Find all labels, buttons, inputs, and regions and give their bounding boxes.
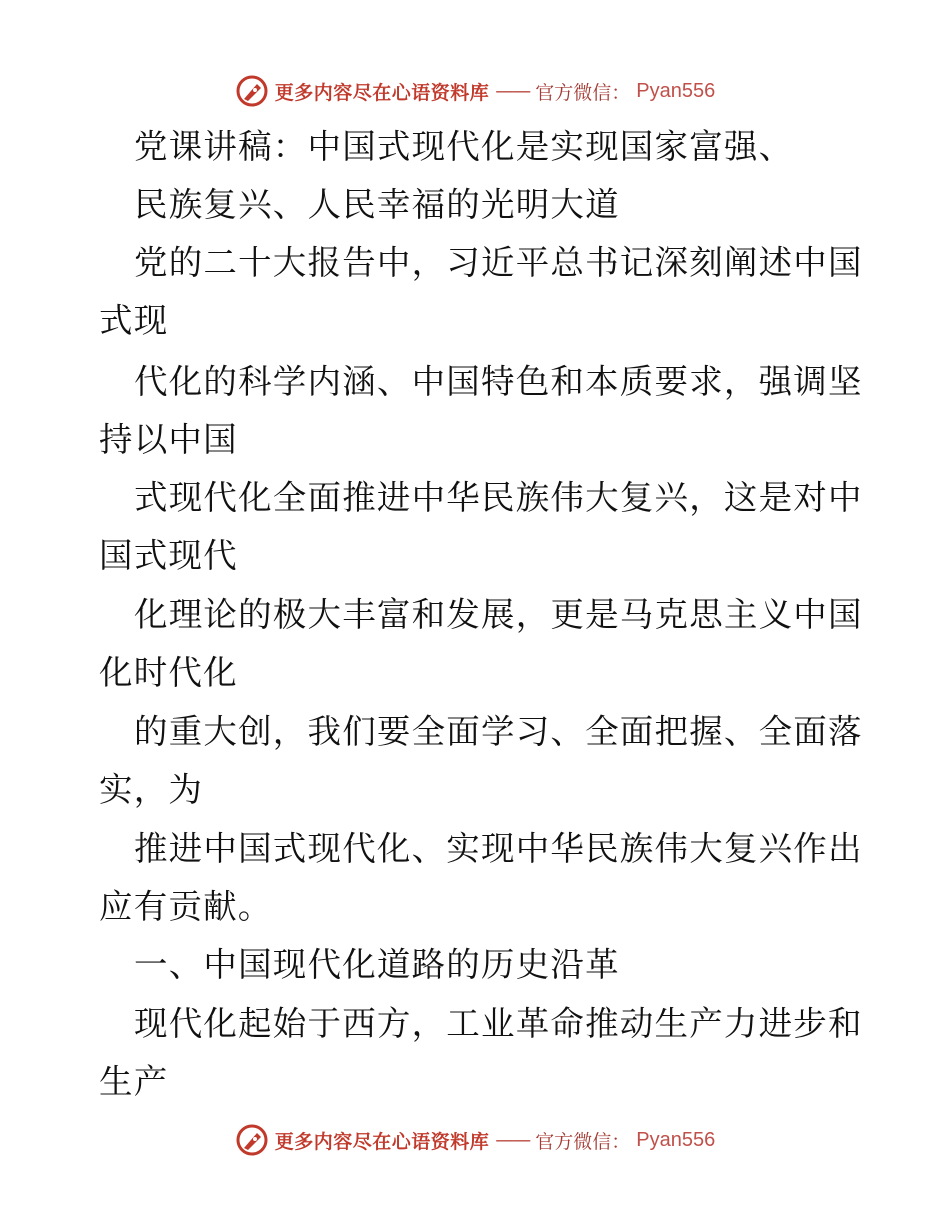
watermark-separator: —— bbox=[495, 80, 530, 102]
watermark-separator: —— bbox=[495, 1129, 530, 1151]
doc-line: 式现代化全面推进中华民族伟大复兴，这是对中 bbox=[134, 478, 863, 517]
doc-line: 持以中国 bbox=[99, 420, 238, 459]
doc-line: 现代化起始于西方，工业革命推动生产力进步和 bbox=[134, 1004, 863, 1043]
watermark-label: 官方微信： bbox=[535, 81, 631, 104]
doc-line: 生产 bbox=[99, 1062, 169, 1101]
doc-line: 代化的科学内涵、中国特色和本质要求，强调坚 bbox=[134, 362, 863, 401]
doc-line: 化理论的极大丰富和发展，更是马克思主义中国 bbox=[134, 595, 863, 634]
doc-line: 应有贡献。 bbox=[99, 887, 273, 926]
doc-title-line-1: 党课讲稿：中国式现代化是实现国家富强、 bbox=[134, 127, 794, 166]
watermark-wechat-id: Pyan556 bbox=[636, 79, 716, 102]
doc-line: 的重大创，我们要全面学习、全面把握、全面落 bbox=[134, 712, 863, 751]
doc-line: 推进中国式现代化、实现中华民族伟大复兴作出 bbox=[134, 829, 863, 868]
doc-line: 实，为 bbox=[99, 770, 204, 809]
doc-line: 化时代化 bbox=[99, 653, 238, 692]
doc-section-heading: 一、中国现代化道路的历史沿革 bbox=[134, 945, 620, 984]
doc-line: 党的二十大报告中，习近平总书记深刻阐述中国 bbox=[134, 243, 863, 282]
doc-line: 国式现代 bbox=[99, 536, 238, 575]
doc-title-line-2: 民族复兴、人民幸福的光明大道 bbox=[134, 185, 620, 224]
footer-watermark bbox=[0, 1120, 950, 1160]
watermark-wechat-id: Pyan556 bbox=[636, 1128, 716, 1151]
watermark-brand: 更多内容尽在心语资料库 bbox=[274, 81, 490, 104]
watermark-label: 官方微信： bbox=[535, 1130, 631, 1153]
doc-line: 式现 bbox=[99, 301, 169, 340]
watermark-brand: 更多内容尽在心语资料库 bbox=[274, 1130, 490, 1153]
pen-nib-seal-icon bbox=[235, 1123, 269, 1157]
